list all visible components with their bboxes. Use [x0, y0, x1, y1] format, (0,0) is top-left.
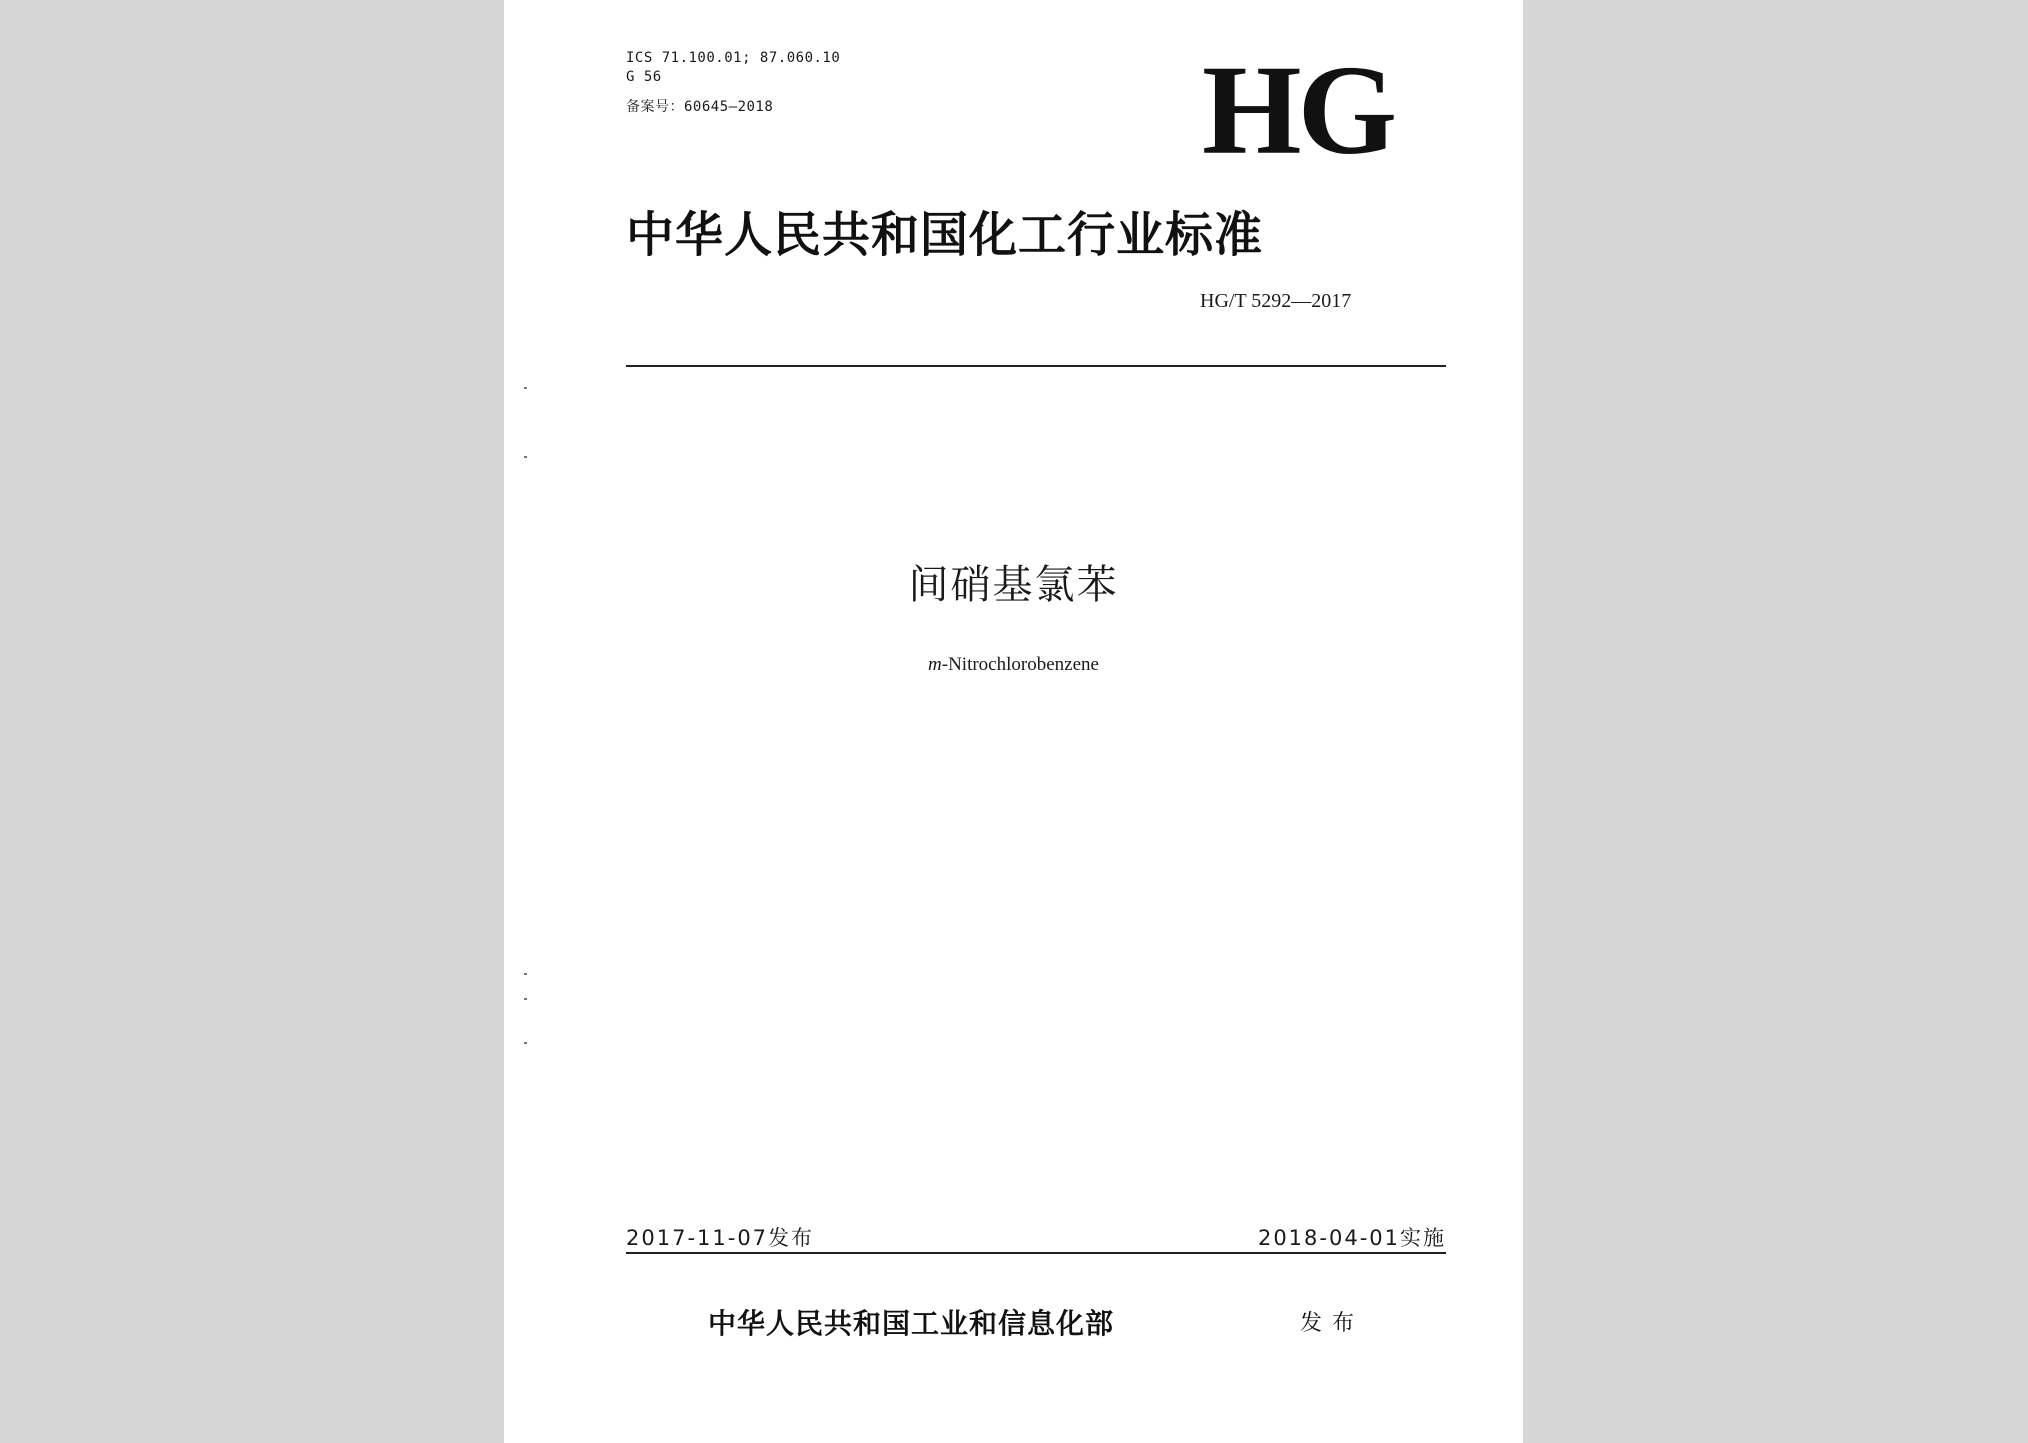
scan-speck [524, 1042, 527, 1044]
implement-date: 2018-04-01实施 [1257, 1226, 1446, 1250]
hg-logo: HG [1202, 39, 1394, 181]
document-title-en [504, 654, 1523, 676]
issuer-title: 中华人民共和国化工行业标准 [626, 207, 1264, 263]
title-en-prefix: m [928, 654, 942, 675]
document-page [504, 0, 1523, 1443]
document-title-cn: 间硝基氯苯 [908, 562, 1119, 608]
standard-code: HG/T 5292—2017 [1200, 290, 1352, 312]
publish-date: 2017-11-07发布 [626, 1226, 815, 1250]
publisher-name: 中华人民共和国工业和信息化部 [708, 1307, 1115, 1340]
scan-speck [524, 998, 527, 1000]
ccs-number: G 56 [626, 69, 662, 85]
scan-speck [524, 387, 527, 389]
scan-speck [524, 456, 527, 458]
header-divider [626, 365, 1446, 367]
publisher-suffix: 发布 [1300, 1311, 1365, 1336]
title-en-rest: -Nitrochlorobenzene [941, 654, 1099, 675]
ics-number: ICS 71.100.01; 87.060.10 [626, 50, 841, 66]
record-number: 备案号：60645—2018 [626, 99, 774, 115]
footer-divider [626, 1252, 1446, 1254]
scan-speck [524, 973, 527, 975]
